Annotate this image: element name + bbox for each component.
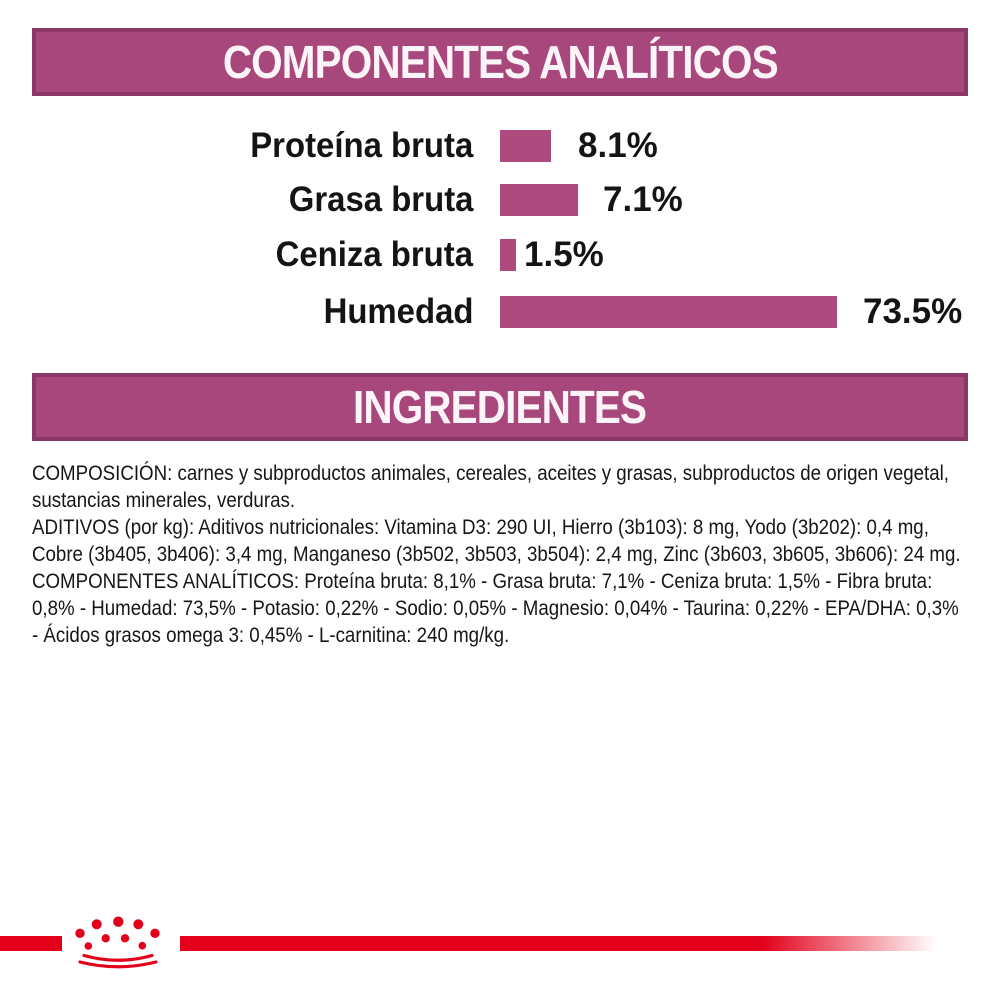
composition-line: sustancias minerales, verduras. — [32, 488, 296, 512]
chart-row-humedad — [0, 292, 1000, 331]
analytical-line: COMPONENTES ANALÍTICOS: Proteína bruta: 8,1% - Grasa bruta: 7,1% - Ceniza bruta: 1,5% - Fibra bruta: — [32, 569, 933, 593]
analytical-line: - Ácidos grasos omega 3: 0,45% - L-carnitina: 240 mg/kg. — [32, 623, 510, 647]
bar-grasa-bruta — [500, 184, 578, 216]
ingredients-title: INGREDIENTES — [353, 381, 647, 433]
bar-proteina-bruta — [500, 130, 551, 162]
analytical-components-title: COMPONENTES ANALÍTICOS — [222, 36, 778, 88]
bar-humedad — [500, 296, 837, 328]
bar-label: Ceniza bruta — [275, 235, 473, 274]
bar-value: 7.1% — [603, 180, 683, 219]
chart-row-proteina-bruta — [0, 126, 1000, 165]
bar-value: 8.1% — [578, 126, 658, 165]
bar-label: Proteína bruta — [249, 126, 473, 165]
ingredients-banner — [32, 373, 968, 441]
analytical-components-chart — [0, 0, 1000, 360]
chart-row-ceniza-bruta — [0, 235, 1000, 274]
composition-text-block — [32, 460, 968, 649]
footer-band-left-segment — [0, 936, 62, 951]
additives-line: Cobre (3b405, 3b406): 3,4 mg, Manganeso (3b502, 3b503, 3b504): 2,4 mg, Zinc (3b603, 3b605, 3b606): 24 mg. — [32, 542, 961, 566]
composition-line: COMPOSICIÓN: carnes y subproductos animales, cereales, aceites y grasas, subproductos de origen vegetal, — [32, 461, 949, 485]
additives-line: ADITIVOS (por kg): Aditivos nutricionales: Vitamina D3: 290 UI, Hierro (3b103): 8 mg, Yodo (3b202): 0,4 mg, — [32, 515, 929, 539]
royal-canin-crown-icon — [55, 895, 185, 975]
bar-value: 1.5% — [524, 235, 604, 274]
analytical-line: 0,8% - Humedad: 73,5% - Potasio: 0,22% - Sodio: 0,05% - Magnesio: 0,04% - Taurina: 0,22% - EPA/DHA: 0,3% — [32, 596, 959, 620]
bar-value: 73.5% — [863, 292, 963, 331]
bar-label: Humedad — [323, 292, 473, 331]
bar-label: Grasa bruta — [288, 180, 473, 219]
footer-band-right-segment — [180, 936, 936, 951]
bar-ceniza-bruta — [500, 239, 516, 271]
chart-row-grasa-bruta — [0, 180, 1000, 219]
